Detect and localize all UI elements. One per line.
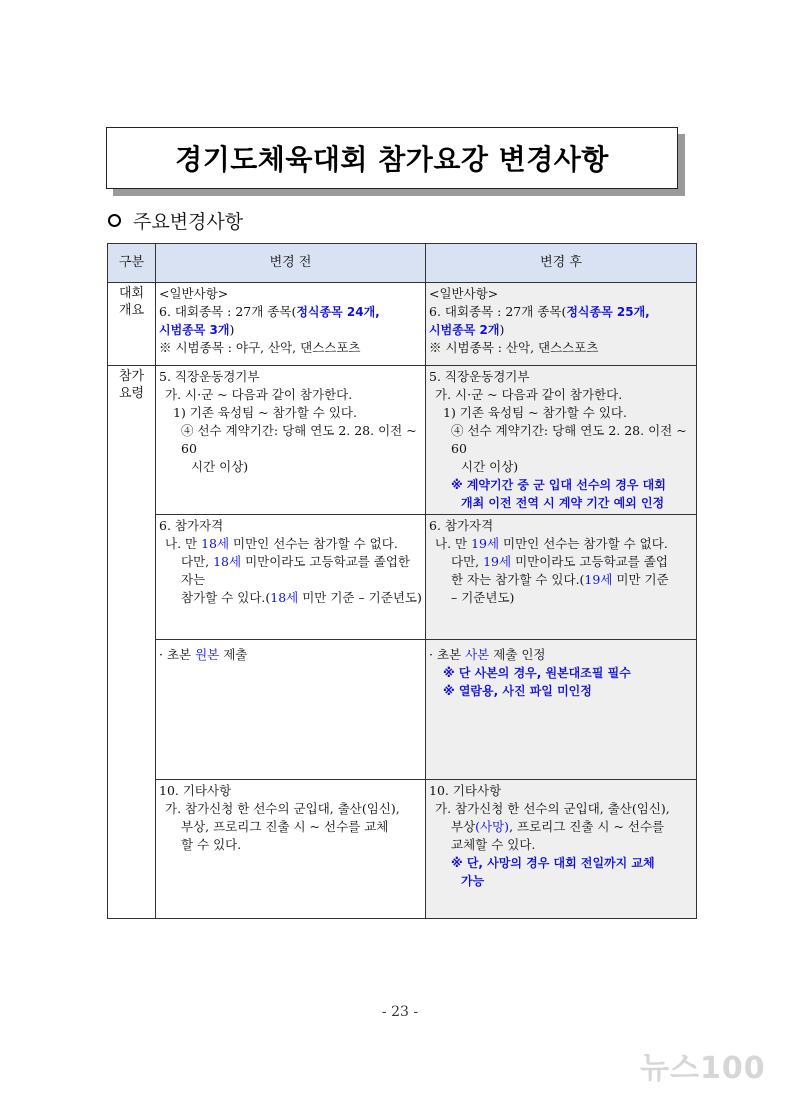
text-line: ※ 시범종목 : 산악, 댄스스포츠 bbox=[429, 340, 599, 355]
table-row-overview bbox=[108, 283, 697, 366]
text-line: 가. 시·군 ~ 다음과 같이 참가한다. bbox=[165, 387, 353, 402]
table-row-misc bbox=[108, 780, 697, 919]
text-line: 참가할 수 있다.(18세 미만 기준 – 기준년도) bbox=[181, 590, 422, 605]
text-line: 교체할 수 있다. bbox=[451, 837, 536, 852]
text-line: 나. 만 19세 미만인 선수는 참가할 수 없다. bbox=[435, 536, 668, 551]
text-line: 10. 기타사항 bbox=[429, 783, 502, 798]
text-line: 6. 대회종목 : 27개 종목(정식종목 24개, bbox=[159, 304, 380, 319]
text-line: 1) 기존 육성팀 ~ 참가할 수 있다. bbox=[443, 405, 627, 420]
text-line: 10. 기타사항 bbox=[159, 783, 232, 798]
text-line: ※ 시범종목 : 야구, 산악, 댄스스포츠 bbox=[159, 340, 361, 355]
note-line: ※ 단, 사망의 경우 대회 전일까지 교체 bbox=[451, 856, 655, 870]
text-line: 나. 만 18세 미만인 선수는 참가할 수 없다. bbox=[165, 536, 398, 551]
text-line: 부상, 프로리그 진출 시 ~ 선수를 교체 bbox=[181, 819, 389, 834]
documents-before bbox=[156, 640, 426, 780]
text-line: 시간 이상) bbox=[191, 459, 249, 474]
text-line: 다만, 19세 미만이라도 고등학교를 졸업 bbox=[451, 554, 668, 569]
text-line: – 기준년도) bbox=[451, 590, 515, 605]
text-line: 한 자는 참가할 수 있다.(19세 미만 기준 bbox=[451, 572, 669, 587]
text-line: · 초본 원본 제출 bbox=[159, 647, 248, 662]
eligibility-after bbox=[426, 515, 697, 640]
workplace-before bbox=[156, 366, 426, 515]
text-line: 5. 직장운동경기부 bbox=[159, 369, 260, 384]
note-line: 개최 이전 전역 시 계약 기간 예외 인정 bbox=[461, 496, 665, 510]
header-category: 구분 bbox=[108, 244, 156, 283]
overview-after bbox=[426, 283, 697, 366]
table-row-documents bbox=[108, 640, 697, 780]
text-line: 6. 대회종목 : 27개 종목(정식종목 25개, bbox=[429, 304, 650, 319]
text-line: 5. 직장운동경기부 bbox=[429, 369, 530, 384]
section-heading bbox=[108, 207, 243, 234]
text-line: <일반사항> bbox=[429, 286, 499, 301]
label-overview: 대회 개요 bbox=[108, 283, 156, 366]
header-after: 변경 후 bbox=[426, 244, 697, 283]
text-line: 가. 시·군 ~ 다음과 같이 참가한다. bbox=[435, 387, 623, 402]
title-box bbox=[106, 127, 678, 189]
text-line: ④ 선수 계약기간: 당해 연도 2. 28. 이전 ~ 60 bbox=[181, 423, 417, 456]
note-line: ※ 열람용, 사진 파일 미인정 bbox=[443, 684, 592, 698]
text-line: 시범종목 3개) bbox=[159, 322, 235, 337]
text-line: · 초본 사본 제출 인정 bbox=[429, 647, 546, 662]
text-line: 시범종목 2개) bbox=[429, 322, 505, 337]
text-line: 가. 참가신청 한 선수의 군입대, 출산(임신), bbox=[435, 801, 670, 816]
circle-bullet-icon bbox=[108, 214, 121, 227]
text-line: 6. 참가자격 bbox=[429, 518, 494, 533]
page-number: - 23 - bbox=[381, 1004, 419, 1020]
text-line: ④ 선수 계약기간: 당해 연도 2. 28. 이전 ~ 60 bbox=[451, 423, 687, 456]
table-row-workplace bbox=[108, 366, 697, 515]
label-participation: 참가 요령 bbox=[108, 366, 156, 919]
changes-table bbox=[107, 243, 697, 919]
text-line: 1) 기존 육성팀 ~ 참가할 수 있다. bbox=[173, 405, 357, 420]
documents-after bbox=[426, 640, 697, 780]
text-line: 할 수 있다. bbox=[181, 837, 242, 852]
eligibility-before bbox=[156, 515, 426, 640]
overview-before bbox=[156, 283, 426, 366]
text-line: 가. 참가신청 한 선수의 군입대, 출산(임신), bbox=[165, 801, 400, 816]
header-before: 변경 전 bbox=[156, 244, 426, 283]
misc-before bbox=[156, 780, 426, 919]
note-line: 가능 bbox=[461, 874, 485, 888]
text-line: 시간 이상) bbox=[461, 459, 519, 474]
note-line: ※ 계약기간 중 군 입대 선수의 경우 대회 bbox=[451, 478, 666, 492]
text-line: <일반사항> bbox=[159, 286, 229, 301]
text-line: 6. 참가자격 bbox=[159, 518, 224, 533]
page-title: 경기도체육대회 참가요강 변경사항 bbox=[175, 143, 609, 176]
watermark-logo: 뉴스100 bbox=[640, 1051, 766, 1086]
note-line: ※ 단 사본의 경우, 원본대조필 필수 bbox=[443, 666, 631, 680]
table-header-row bbox=[108, 244, 697, 283]
text-line: 부상(사망), 프로리그 진출 시 ~ 선수를 bbox=[451, 819, 665, 834]
section-title: 주요변경사항 bbox=[133, 211, 244, 233]
workplace-after bbox=[426, 366, 697, 515]
misc-after bbox=[426, 780, 697, 919]
table-row-eligibility bbox=[108, 515, 697, 640]
text-line: 다만, 18세 미만이라도 고등학교를 졸업한 자는 bbox=[181, 554, 410, 587]
